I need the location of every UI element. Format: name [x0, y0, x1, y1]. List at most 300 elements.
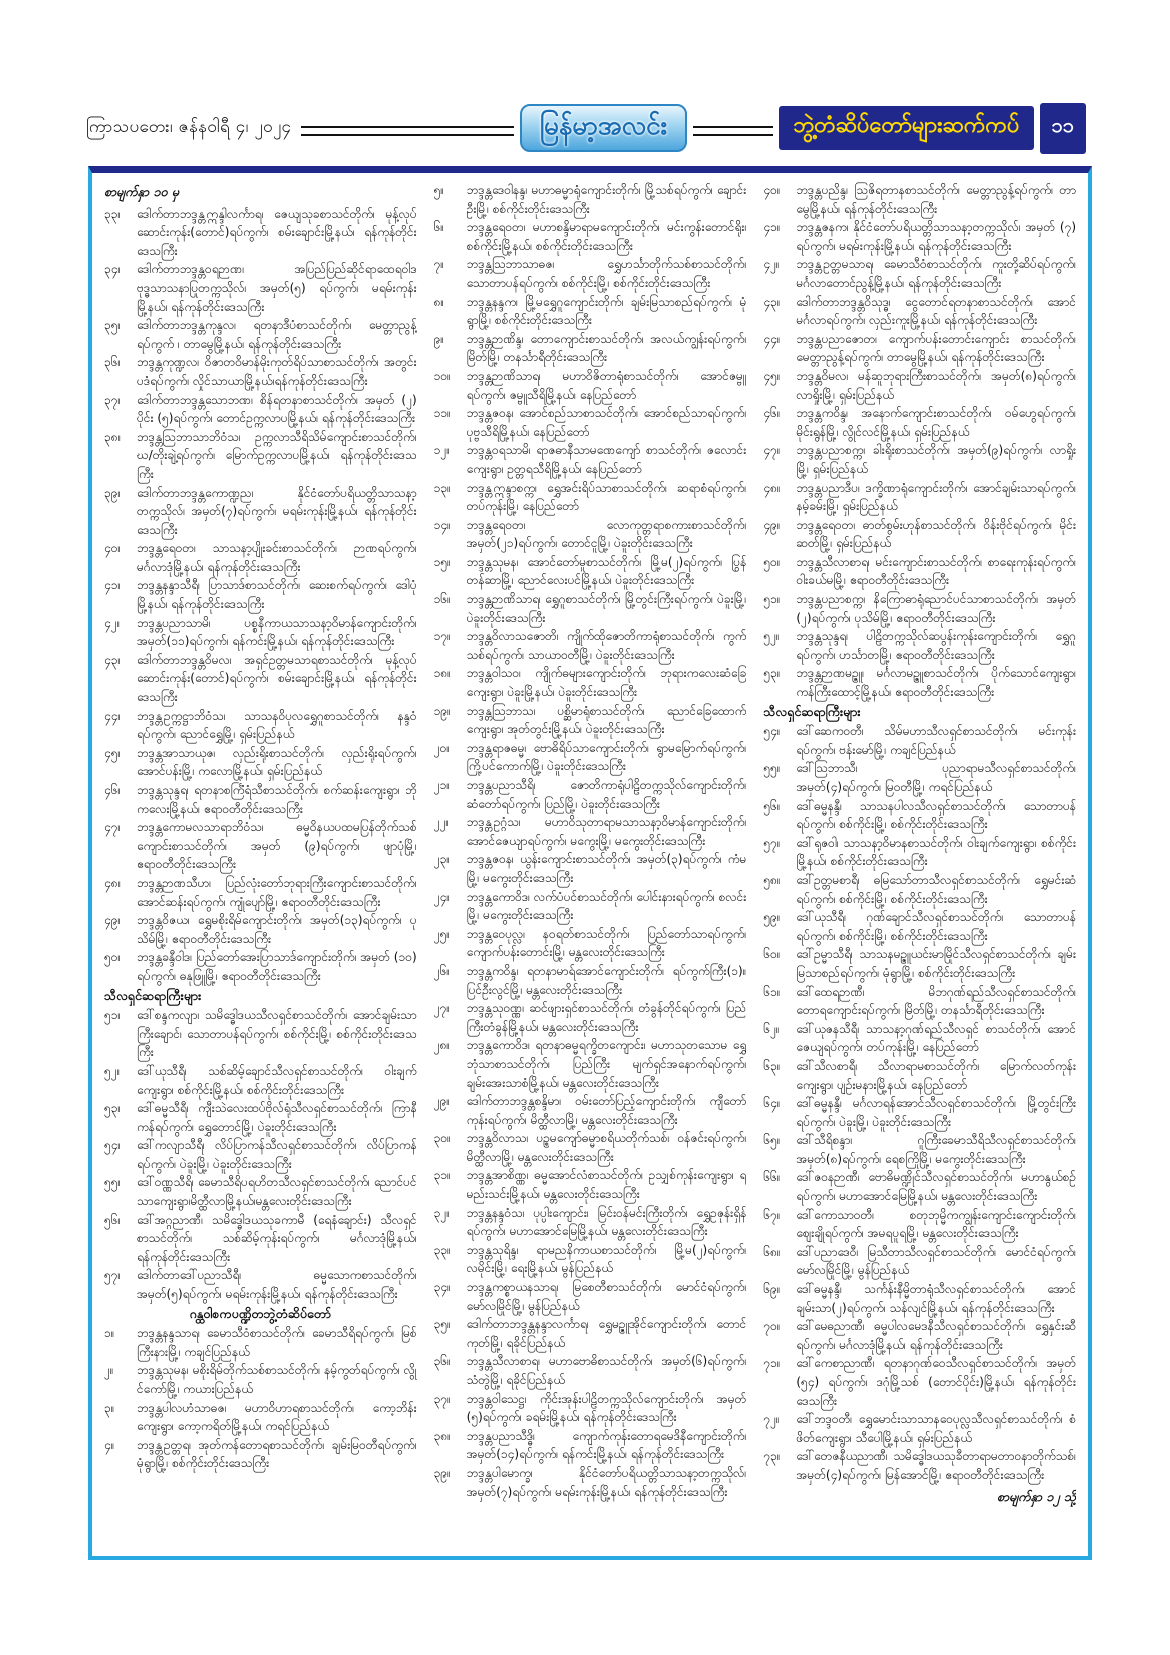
item-text: ဘဒ္ဒန္တပညာသာမိ၊ ပစ္စနီကာယသာသနာ့ဝိမာန်ကျောင်းတိုက်၊ အမှတ်(၁၁)ရပ်ကွက်၊ ရန်ကင်းမြို့နယ်၊ ရန်ကုန်တိုင်းဒေသကြီး	[137, 615, 417, 649]
item-number: ၅၁။	[763, 592, 781, 607]
item-text: ဘဒ္ဒန္တရေဝတ၊ မဟာစန္ဒိမာရာမကျောင်းတိုက်၊ မင်းကွန်းတောင်ရိုး၊ စစ်ကိုင်းမြို့နယ်၊ စစ်ကိုင်းတိုင်းဒေသကြီး	[466, 220, 747, 253]
item-text: ဘဒ္ဒန္တပညာသီဒ္ဓိ၊ ကျောက်ကုန်းတောရမေဒိနီကျောင်းတိုက်၊ အမှတ်(၁၄)ရပ်ကွက်၊ ရန်ကင်းမြို့နယ်၊ ရန်ကုန်တိုင်းဒေသကြီး	[466, 1428, 747, 1462]
header-divider-line-short	[693, 126, 773, 136]
list-item	[434, 1315, 747, 1352]
item-text: ဘဒ္ဒန္တနန္ဒဝံသ၊ ပုပ္ပါးကျောင်း၊ မြင်းဝန်မင်းကြီးတိုက်၊ ရွှေဥဇုန်းရှိန်ရပ်ကွက်၊ မဟာအောင်မြေမြို့နယ်၊ မန္တလေးတိုင်းဒေသကြီး	[466, 1205, 747, 1239]
item-text: ဘဒ္ဒန္တကုဏ္ဍလ၊ ဝိဇာတဝိမာန်မိုးကုတ်ရိပ်သာစာသင်တိုက်၊ အတွင်းပဒံရပ်ကွက်၊ လှိုင်သာယာမြို့နယ်၊ရန်ကုန်တိုင်းဒေသကြီး	[137, 355, 417, 388]
item-number: ၄၆။	[104, 783, 122, 797]
list-item	[434, 516, 747, 553]
list-item	[104, 316, 417, 353]
item-number: ၄၃။	[763, 294, 781, 309]
item-text: ဒေါ်တေဇနီယညာဏီ၊ သမိဒ္ဓေါဒယသုခီတာရာမတာဝနာတိုက်သစ်၊ အမှတ်(၄)ရပ်ကွက်၊ မြန်အောင်မြို့၊ ဧရာဝတီတိုင်းဒေသကြီး	[796, 1449, 1077, 1482]
item-text: ဘဒ္ဒန္တကောဝိဒ၊ ရတနာဓမ္မရက္ခိတကျောင်း၊ မဟာသုတသောမ ရွှေဘုံသာစာသင်တိုက်၊ ပြည်ကြီး မျက်ရှင်အနောက်ရပ်ကွက်၊ ချမ်းအေးသာစံမြို့နယ်၊ မန္တလေးတိုင်းဒေသကြီး	[466, 1038, 747, 1090]
item-text: ဘဒ္ဒန္တသုမန၊ အောင်တော်မူစာသင်တိုက်၊ မြို့မ(၂)ရပ်ကွက်၊ ပြွန်တန်ဆာမြို့၊ ညောင်လေးပင်မြို့နယ်၊ ပဲခူးတိုင်းဒေသကြီး	[466, 554, 747, 588]
item-text: ဘဒ္ဒန္တဉာဏိသာရ၊ မဟာဝိဇိတာရုံစာသင်တိုက်၊ အောင်ဇမ္ဗူရပ်ကွက်၊ ဇမ္ဗူသီရိမြို့နယ်၊ နေပြည်တော်	[466, 368, 747, 402]
item-number: ၅၄။	[104, 1138, 122, 1153]
item-number: ၄၈။	[104, 875, 122, 890]
item-text: ဒေါ်ကေစာညာဏီ၊ ရတနာဂုဏ်ဝေသီလရှင်စာသင်တိုက်၊ အမှတ် (၅၄) ရပ်ကွက်၊ ဒဂုံမြို့သစ် (တောင်ပိုင်း)မြို့နယ်၊ ရန်ကုန်တိုင်းဒေသကြီး	[796, 1356, 1077, 1408]
item-number: ၂၉။	[433, 1094, 450, 1109]
list-item	[763, 255, 1076, 292]
item-number: ၂။	[104, 1363, 114, 1378]
list-item	[104, 484, 417, 540]
item-number: ၅၀။	[763, 554, 781, 569]
item-number: ၄၂။	[104, 615, 121, 630]
item-number: ၁၇။	[433, 629, 451, 644]
item-number: ၄၉။	[763, 517, 781, 532]
list-item	[104, 260, 417, 316]
item-number: ၅၂။	[104, 1063, 121, 1078]
list-item	[763, 983, 1076, 1020]
list-item	[763, 1131, 1076, 1168]
item-text: ဘဒ္ဒန္တသီလာစာရ၊ မဟာဗောဓိစာသင်တိုက်၊ အမှတ်(၆)ရပ်ကွက်၊ သံတွဲမြို့၊ ရခိုင်ပြည်နယ်	[466, 1354, 747, 1387]
section-heading: သီလရှင်ဆရာကြီးများ	[763, 703, 861, 719]
list-item	[104, 614, 417, 651]
item-text: ဒေါ်ကလျာသီရီ၊ လိပ်ပြာကန်သီလရှင်စာသင်တိုက်၊ လိပ်ပြာကန်ရပ်ကွက်၊ ပဲခူးမြို့၊ ပဲခူးတိုင်းဒေသကြီး	[137, 1138, 417, 1171]
list-item	[104, 651, 417, 707]
item-text: ဘဒ္ဒန္တသုရိန္ဒ၊ ရာမညနိကာယစာသင်တိုက်၊ မြို့မ(၂)ရပ်ကွက်၊ လမိုင်းမြို့၊ ရေးမြို့နယ်၊ မွန်ပြည်နယ်	[466, 1242, 747, 1276]
item-number: ၆။	[433, 220, 445, 235]
item-number: ၁၃။	[433, 480, 451, 495]
item-text: ဘဒ္ဒန္တဒေဝါနန္ဒ၊ မဟာဓမ္မာရုံကျောင်းတိုက်၊ မြို့သစ်ရပ်ကွက်၊ ချောင်းဦးမြို့၊ စစ်ကိုင်းတိုင်းဒေသကြီး	[466, 183, 747, 216]
list-item	[763, 797, 1076, 834]
item-text: ဒေါက်တာဒေါ်ပညာသီရီ၊ ဓမ္မသောကစာသင်တိုက်၊ အမှတ်(၅)ရပ်ကွက်၊ မရမ်းကုန်းမြို့နယ်၊ ရန်ကုန်တိုင်းဒေသကြီး	[137, 1268, 417, 1302]
item-text: ဒေါ်ကောသာဝတီ၊ စတုဘုမ္မိကကျွန်းကျောင်းကျောင်းတိုက်၊ ဈေးချိုရပ်ကွက်၊ အမရပူရမြို့၊ မန္တလေးတိုင်းဒေသကြီး	[796, 1207, 1077, 1241]
item-number: ၁၈။	[433, 666, 451, 681]
item-number: ၅၁။	[104, 1008, 122, 1023]
list-item	[434, 1464, 747, 1501]
item-number: ၆၇။	[763, 1207, 781, 1222]
item-number: ၂၈။	[433, 1038, 451, 1053]
item-number: ၁၁။	[433, 406, 451, 421]
list-item	[434, 1390, 747, 1427]
item-number: ၄၄။	[104, 708, 122, 723]
list-item	[434, 850, 747, 887]
article-column-3	[763, 181, 1076, 1550]
item-text: ဒေါ်ရုဇဝါ၊ သာသနာ့ဝိမာနစာသင်တိုက်၊ ဝါးချက်ကျေးရွာ၊ စစ်ကိုင်းမြို့နယ်၊ စစ်ကိုင်းတိုင်းဒေသကြီး	[796, 835, 1077, 869]
item-number: ၄၉။	[104, 913, 122, 928]
list-item	[104, 1266, 417, 1303]
item-text: ဘဒ္ဒန္တဉာဏသီဟ၊ ပြည်လုံးတော်ဘုရားကြီးကျောင်းစာသင်တိုက်၊ အောင်ဆန်းရပ်ကွက်၊ ကျုံပျော်မြို့၊ ဧရာဝတီတိုင်းဒေသကြီး	[137, 875, 417, 909]
item-number: ၄၅။	[763, 368, 781, 383]
list-item	[434, 1204, 747, 1241]
list-item	[763, 1057, 1076, 1094]
list-item	[763, 367, 1076, 404]
item-text: ဘဒ္ဒန္တဝါသေဋ္ဌ၊ ကိုင်းအုန်းပါဠိတက္ကသိုလ်ကျောင်းတိုက်၊ အမှတ် (၅)ရပ်ကွက်၊ ခရမ်းမြို့နယ်၊ ရန်ကုန်တိုင်းဒေသကြီး	[466, 1391, 747, 1425]
item-number: ၃၆။	[433, 1354, 451, 1369]
item-text: ဘဒ္ဒန္တဩဘာသာဘိဝံသ၊ ဥက္ကလာသီရိသိမ်ကျောင်းစာသင်တိုက်၊ ဃ/တိုးချဲ့ရပ်ကွက်၊ မြောက်ဥက္ကလာပမြို့နယ်၊ ရန်ကုန်တိုင်းဒေသကြီး	[137, 429, 417, 481]
item-number: ၃၇။	[433, 1391, 451, 1406]
item-text: ဘဒ္ဒန္တနန္ဒသာရ၊ ခေမာသီဝံစာသင်တိုက်၊ ခေမာသီရိရပ်ကွက်၊ မြစ်ကြီးနားမြို့၊ ကချင်ပြည်နယ်	[137, 1326, 417, 1359]
item-text: ဒေါ်ဇဝနဉာဏီ၊ ဗောဓိမဏ္ဍိုင်သီလရှင်စာသင်တိုက်၊ မဟာနွယ်စဉ်ရပ်ကွက်၊ မဟာအောင်မြေမြို့နယ်၊ မန္တလေးတိုင်းဒေသကြီး	[796, 1170, 1077, 1204]
item-number: ၆၉။	[763, 1282, 781, 1297]
list-item	[434, 590, 747, 627]
list-item	[104, 428, 417, 484]
item-number: ၉။	[433, 331, 445, 346]
list-item	[763, 1354, 1076, 1410]
item-text: ဒေါ်ဥမ္မာသီရီ၊ သာသနမဥ္ဇူယင်းမာမြိုင်သီလရှင်စာသင်တိုက်၊ ချမ်းမြသာစည်ရပ်ကွက်၊ မုံရွာမြို့၊ စစ်ကိုင်းတိုင်းဒေသကြီး	[796, 947, 1077, 980]
item-text: ဘဒ္ဒန္တဝိလာသဇောတိ၊ ကျိုက်ထိုဇောတိကာရုံစာသင်တိုက်၊ ကွက်သစ်ရပ်ကွက်၊ သာယာဝတီမြို့၊ ပဲခူးတိုင်းဒေသကြီး	[466, 629, 747, 662]
list-item	[104, 539, 417, 576]
item-number: ၅၅။	[104, 1175, 122, 1190]
item-text: ဘဒ္ဒန္တပညာဇောတ၊ ကျောက်ပန်းတောင်းကျောင်း စာသင်တိုက်၊ မေတ္တာညွန့်ရပ်ကွက်၊ တာမွေမြို့နယ်၊ ရန်ကုန်တိုင်းဒေသကြီး	[796, 331, 1077, 365]
item-number: ၄။	[104, 1437, 115, 1452]
item-number: ၆၁။	[763, 984, 781, 999]
list-item	[434, 441, 747, 478]
list-item	[104, 1324, 417, 1361]
item-number: ၄၅။	[104, 745, 122, 760]
item-text: ဘဒ္ဒန္တဝိဇယ၊ ရွှေမစိုးရိမ်ကျောင်းတိုက်၊ အမှတ်(၁၃)ရပ်ကွက်၊ ပုသိမ်မြို့၊ ဧရာဝတီတိုင်းဒေသကြီး	[137, 913, 417, 946]
date-text: ကြာသပတေး၊ ဇန်နဝါရီ ၄၊ ၂၀၂၄	[86, 116, 292, 137]
list-item	[763, 1094, 1076, 1131]
item-number: ၄၇။	[763, 443, 781, 458]
section-headline: ဘွဲ့တံဆိပ်တော်များဆက်ကပ်	[779, 106, 1033, 149]
list-item	[104, 1361, 417, 1398]
item-number: ၂၄။	[433, 889, 450, 904]
item-number: ၅၅။	[763, 761, 781, 776]
list-item	[763, 1206, 1076, 1243]
list-item	[763, 1317, 1076, 1354]
item-text: ဘဒ္ဒန္တကောဝိဒ၊ လက်ပံပင်စာသင်တိုက်၊ ပေါင်းနားရပ်ကွက်၊ စလင်းမြို့၊ မကွေးတိုင်းဒေသကြီး	[466, 889, 747, 923]
item-text: ဘဒ္ဒန္တရေဝတ၊ သာသနာ့ပျိုးခင်းစာသင်တိုက်၊ ဉာဏရပ်ကွက်၊ မင်္ဂလာဒုံမြို့နယ်၊ ရန်ကုန်တိုင်းဒေသကြီး	[137, 541, 417, 574]
item-text: ဒေါ်စန္ဒကလျာ၊ သမိဒ္ဓေါဒယသီလရှင်စာသင်တိုက်၊ အောင်ချမ်းသာကြီးချောင်၊ သောတာပန်ရပ်ကွက်၊ စစ်ကိုင်းမြို့၊ စစ်ကိုင်းတိုင်းဒေသကြီး	[137, 1008, 417, 1060]
item-text: ဒေါက်တာဘဒ္ဒန္တဝရဉာဏ၊ အပြည်ပြည်ဆိုင်ရာထေရဝါဒဗုဒ္ဓသာသနာပြုတက္ကသိုလ်၊ အမှတ်(၅) ရပ်ကွက်၊ မရမ်းကုန်းမြို့နယ်၊ ရန်ကုန်တိုင်းဒေသကြီး	[137, 262, 417, 314]
list-item	[104, 1436, 417, 1473]
item-number: ၅၇။	[104, 1268, 122, 1283]
list-item	[763, 908, 1076, 945]
item-number: ၅၃။	[763, 666, 781, 681]
item-text: ဘဒ္ဒန္တပညာစက္က၊ ခါးရိုးစာသင်တိုက်၊ အမှတ်(၉)ရပ်ကွက်၊ လာရှိုးမြို့၊ ရှမ်းပြည်နယ်	[796, 443, 1077, 476]
item-text: ဒေါ်သီရိစန္ဒာ၊ ဂူကြီးခေမာသီရိသီလရှင်စာသင်တိုက်၊ အမှတ်(၈)ရပ်ကွက်၊ ရေစကြိုမြို့၊ မကွေးတိုင်းဒေသကြီး	[796, 1133, 1077, 1166]
page-header	[86, 102, 1086, 154]
item-text: ဘဒ္ဒန္တသီလာစာရ၊ မင်းကျောင်းစာသင်တိုက်၊ စာရေးကုန်းရပ်ကွက်၊ ဝါးခယ်မမြို့၊ ဧရာဝတီတိုင်းဒေသကြီး	[796, 554, 1077, 588]
item-number: ၄၆။	[763, 406, 781, 421]
item-number: ၃၅။	[433, 1317, 451, 1332]
item-number: ၄၄။	[763, 331, 781, 346]
list-item	[763, 627, 1076, 664]
list-item	[104, 948, 417, 985]
list-item	[434, 702, 747, 739]
list-item	[104, 391, 417, 428]
list-item	[763, 1447, 1076, 1484]
list-item	[434, 813, 747, 850]
item-text: ဘဒ္ဒန္တနန္ဒက၊ မြို့မရွှေဂူကျောင်းတိုက်၊ ချမ်းမြသာစည်ရပ်ကွက်၊ မုံရွာမြို့၊ စစ်ကိုင်းတိုင်းဒေသကြီး	[466, 294, 747, 328]
item-number: ၅၃။	[104, 1101, 122, 1116]
item-text: ဒေါ်ဩဘာသီ၊ ပုညာရာမသီလရှင်စာသင်တိုက်၊ အမှတ်(၄)ရပ်ကွက်၊ မြဝတီမြို့၊ ကရင်ပြည်နယ်	[796, 761, 1077, 794]
list-item	[104, 205, 417, 261]
item-number: ၁၅။	[433, 554, 451, 569]
list-item	[763, 1243, 1076, 1280]
item-text: ဒေါက်တာဘဒ္ဒန္တသောဘဏ၊ စိန်ရတနာစာသင်တိုက်၊ အမှတ် (၂) ပိုင်း (၅)ရပ်ကွက်၊ တောင်ဥက္ကလာပမြို့နယ်၊ ရန်ကုန်တိုင်းဒေသကြီး	[137, 392, 417, 426]
list-item	[763, 441, 1076, 478]
item-number: ၅၂။	[763, 629, 780, 644]
list-item	[434, 999, 747, 1036]
list-item	[434, 367, 747, 404]
item-number: ၁၄။	[433, 517, 451, 532]
item-number: ၆၈။	[763, 1244, 781, 1259]
item-text: ဒေါ်ယုသီရီ၊ ဂုဏ်ချောင်သီလရှင်စာသင်တိုက်၊ သောတာပန်ရပ်ကွက်၊ စစ်ကိုင်းမြို့၊ စစ်ကိုင်းတိုင်းဒေသကြီး	[796, 910, 1077, 943]
item-text: ဘဒ္ဒန္တသုန္ဒရ၊ ရတနာစင်္ကြံရံသီစာသင်တိုက်၊ စက်ဆန်းကျေးရွာ၊ ဘိုကလေးမြို့နယ်၊ ဧရာဝတီတိုင်းဒေသကြီး	[137, 783, 417, 816]
list-item	[104, 911, 417, 948]
item-number: ၅၄။	[763, 724, 781, 739]
list-item	[763, 590, 1076, 627]
section-heading: ဂန္ထဝါစကပဏ္ဍိတဘွဲ့တံဆိပ်တော်	[189, 1305, 332, 1321]
item-text: ဘဒ္ဒန္တပညိန္ဒ၊ ဩဇိရတာနစာသင်တိုက်၊ မေတ္တာညွန့်ရပ်ကွက်၊ တာမွေမြို့နယ်၊ ရန်ကုန်တိုင်းဒေသကြီး	[796, 183, 1077, 216]
list-item	[434, 293, 747, 330]
item-number: ၅၆။	[104, 1212, 122, 1227]
list-item	[763, 945, 1076, 982]
list-item	[434, 739, 747, 776]
item-text: ဒေါ်ဓမ္မနန္ဒီ၊ သင်္ကန်းနီမ္မိတာရုံသီလရှင်စာသင်တိုက်၊ အောင်ချမ်းသာ(၂)ရပ်ကွက်၊ သန်လျင်မြို့နယ်၊ ရန်ကုန်တိုင်းဒေသကြီး	[796, 1282, 1077, 1315]
item-text: ဒေါက်တာဘဒ္ဒန္တနန္ဒာလင်္ကာရ၊ ရွှေမဥ္ဇူအိုင်ကျောင်းတိုက်၊ တောင်ကုတ်မြို့၊ ရခိုင်ပြည်နယ်	[466, 1317, 747, 1350]
item-number: ၅၆။	[763, 798, 781, 813]
item-text: ဘဒ္ဒန္တဣန္ဒာစက္က၊ ရွှေအင်းရိပ်သာစာသင်တိုက်၊ ဆရာစံရပ်ကွက်၊ တပ်ကုန်းမြို့၊ နေပြည်တော်	[466, 480, 747, 514]
list-item	[434, 1278, 747, 1315]
item-number: ၆၆။	[763, 1170, 781, 1185]
item-text: ဒေါက်တာဘဒ္ဒန္တဝိမလ၊ အရှင်ဥတ္တမသာရစာသင်တိုက်၊ မုန့်လုပ်ဆောင်းကုန်း(တောင်)ရပ်ကွက်၊ စမ်းချောင်းမြို့နယ်၊ ရန်ကုန်တိုင်းဒေသကြီး	[137, 652, 417, 705]
item-text: ဘဒ္ဒန္တဥက္ကဋ္ဌာဘိဝံသ၊ သာသနဝိပုလရွှေဂူစာသင်တိုက်၊ နန္ဒဝံရပ်ကွက်၊ ညောင်ရွှေမြို့၊ ရှမ်းပြည်နယ်	[137, 708, 417, 742]
item-text: ဘဒ္ဒန္တဥတ္တရ၊ အုတ်ကန်တောရစာသင်တိုက်၊ ချမ်းမြဝတီရပ်ကွက်၊ မုံရွာမြို့၊ စစ်ကိုင်းတိုင်းဒေသကြီး	[137, 1437, 417, 1471]
item-number: ၆၀။	[763, 947, 781, 962]
item-text: ဒေါ်ဝဏ္ဏသီရိ၊ ခေမာသီရိပရဟိတသီလရှင်စာသင်တိုက်၊ ညောင်ပင်သာကျေးရွာ၊မိတ္ထီလာမြို့နယ်၊မန္တလေးတိုင်းဒေသကြီး	[137, 1175, 417, 1209]
item-text: ဘဒ္ဒန္တကဝိန္ဒ၊ အနောက်ကျောင်းစာသင်တိုက်၊ ဝမ်ဟွေရပ်ကွက်၊ မိုင်းရွန်မြို့၊ လွိုင်လင်မြို့နယ်၊ ရှမ်းပြည်နယ်	[796, 406, 1077, 439]
item-text: ဘဒ္ဒန္တသုဝဏ္ဏ၊ ဆင်ဖျားရှင်စာသင်တိုက်၊ တံခွန်တိုင်ရပ်ကွက်၊ ပြည်ကြီးတံခွန်မြို့နယ်၊ မန္တလေးတိုင်းဒေသကြီး	[466, 1001, 747, 1034]
list-item	[104, 1399, 417, 1436]
item-number: ၄၁။	[763, 220, 781, 235]
item-number: ၅၉။	[763, 910, 781, 925]
list-item	[104, 818, 417, 874]
item-text: ဘဒ္ဒန္တဝေပုလ္လ၊ နဝရတ်စာသင်တိုက်၊ ပြည်တော်သာရပ်ကွက်၊ ကျောက်ပန်းတောင်းမြို့၊ မန္တလေးတိုင်းဒေသကြီး	[466, 926, 747, 960]
item-text: ဘဒ္ဒန္တဥတ္တမသာရ၊ ခေမာသီဝံစာသင်တိုက်၊ ကူးတို့ဆိပ်ရပ်ကွက်၊ မင်္ဂလာတောင်ညွန့်မြို့နယ်၊ ရန်ကုန်တိုင်းဒေသကြီး	[796, 257, 1077, 290]
item-number: ၂၆။	[433, 963, 450, 978]
item-number: ၃၅။	[104, 318, 122, 333]
list-item	[104, 1173, 417, 1210]
item-number: ၁၆။	[433, 592, 451, 607]
list-item	[434, 1427, 747, 1464]
section-heading: သီလရှင်ဆရာကြီးများ	[104, 987, 202, 1003]
item-number: ၃။	[104, 1400, 115, 1415]
item-text: ဘဒ္ဒန္တအာသာယုဇ၊ လှည်းရိုးစာသင်တိုက်၊ လှည်းရိုးရပ်ကွက်၊ အောင်ပန်းမြို့၊ ကလောမြို့နယ်၊ ရှမ်းပြည်နယ်	[137, 745, 417, 779]
list-item	[434, 404, 747, 441]
item-text: ဒေါက်တာဘဒ္ဒန္တဝိသုဒ္ဓ၊ ငွေတောင်ရတနာစာသင်တိုက်၊ အောင်မင်္ဂလာရပ်ကွက်၊ လှည်းကူးမြို့နယ်၊ ရန်ကုန်တိုင်းဒေသကြီး	[796, 294, 1077, 328]
item-number: ၄၇။	[104, 820, 122, 835]
list-item	[104, 1099, 417, 1136]
item-text: ဒေါ်ဥတ္တမစာရီ၊ ဓမြသော်တာသီလရှင်စာသင်တိုက်၊ ရွှေမင်းဆံရပ်ကွက်၊ စစ်ကိုင်းမြို့၊ စစ်ကိုင်းတိုင်းဒေသကြီး	[796, 872, 1077, 906]
list-item	[763, 1020, 1076, 1057]
item-text: ဘဒ္ဒန္တရာဇဓမ္မ၊ ဗောဓိရိပ်သာကျောင်းတိုက်၊ ရွာမမြောက်ရပ်ကွက်၊ ကြို့ပင်ကောက်မြို့၊ ပဲခူးတိုင်းဒေသကြီး	[466, 740, 747, 774]
list-item	[763, 330, 1076, 367]
item-number: ၂၂။	[433, 815, 450, 830]
list-item	[434, 1166, 747, 1203]
list-item	[763, 553, 1076, 590]
list-item	[763, 218, 1076, 255]
list-item	[434, 479, 747, 516]
item-number: ၂၃။	[433, 852, 450, 867]
list-item	[434, 255, 747, 292]
item-text: ဘဒ္ဒန္တဇနက၊ နိုင်ငံတော်ပရိယတ္တိသာသနာ့တက္ကသိုလ်၊ အမှတ် (၇) ရပ်ကွက်၊ မရမ်းကုန်းမြို့နယ်၊ ရန်ကုန်တိုင်းဒေသကြီး	[796, 220, 1077, 253]
list-item	[434, 181, 747, 218]
item-number: ၃၈။	[433, 1428, 451, 1443]
item-text: ဒေါ်ဆေကဝတီ၊ သိမ်မဟာသီလရှင်စာသင်တိုက်၊ မင်းကုန်းရပ်ကွက်၊ ဗန်းမော်မြို့၊ ကချင်ပြည်နယ်	[796, 724, 1077, 757]
article-column-1	[104, 181, 417, 1550]
item-number: ၇၃။	[763, 1449, 781, 1464]
list-item	[763, 834, 1076, 871]
list-item	[434, 962, 747, 999]
list-item	[763, 479, 1076, 516]
list-item	[763, 759, 1076, 796]
list-item	[104, 1136, 417, 1173]
item-text: ဘဒ္ဒန္တကဝိန္ဒ၊ ရတနာမာရ်အောင်ကျောင်းတိုက်၊ ရပ်ကွက်ကြီး(၁)။ ပြင်ဦးလွင်မြို့၊ မန္တလေးတိုင်းဒေသကြီး	[466, 963, 747, 997]
list-item	[763, 1168, 1076, 1205]
item-number: ၁၉။	[433, 703, 451, 718]
item-number: ၄၀။	[763, 183, 781, 197]
item-number: ၂၇။	[433, 1001, 450, 1016]
list-item	[434, 330, 747, 367]
item-text: ဘဒ္ဒန္တရေဝတ၊ ဓာတ်စွမ်းဟုန်စာသင်တိုက်၊ ဝိန်းဗိုင်ရပ်ကွက်၊ မိုင်းဆတ်မြို့၊ ရှမ်းပြည်နယ်	[796, 517, 1077, 551]
list-item	[104, 353, 417, 390]
list-item	[104, 707, 417, 744]
item-number: ၃၉။	[433, 1465, 451, 1480]
item-text: ဘဒ္ဒန္တပါမောက္ခ၊ နိုင်ငံတော်ပရိယတ္တိသာသနာ့တက္ကသိုလ်၊ အမှတ်(၇)ရပ်ကွက်၊ မရမ်းကုန်းမြို့နယ်၊ ရန်ကုန်တိုင်းဒေသကြီး	[466, 1465, 747, 1499]
continued-from-note: စာမျက်နှာ ၁၀ မှ	[104, 184, 180, 199]
item-text: ဘဒ္ဒန္တပညာဒီပ၊ ဒက္ခိဏာရုံကျောင်းတိုက်၊ အောင်ချမ်းသာရပ်ကွက်၊ နမ့်ခမ်းမြို့၊ ရှမ်းပြည်နယ်	[796, 480, 1077, 514]
list-item	[434, 664, 747, 701]
list-item	[763, 722, 1076, 759]
item-text: ဘဒ္ဒန္တပါလဟံသာဓဇ၊ မဟာဝိဟာရစာသင်တိုက်၊ ကော့ဘိန်းကျေးရွာ၊ ကော့ကရိတ်မြို့နယ်၊ ကရင်ပြည်နယ်	[137, 1400, 417, 1434]
item-number: ၃၆။	[104, 355, 122, 370]
item-text: ဘဒ္ဒန္တဉာဏိန္ဒ၊ တောကျောင်းစာသင်တိုက်၊ အလယ်ကျွန်းရပ်ကွက်၊ မြိတ်မြို့၊ တနင်္သာရီတိုင်းဒေသကြီး	[466, 331, 747, 365]
item-number: ၆၄။	[763, 1096, 781, 1111]
item-text: ဘဒ္ဒန္တဇဝန၊ ယွန်းကျောင်းစာသင်တိုက်၊ အမှတ်(၃)ရပ်ကွက်၊ ကံမမြို့၊ မကွေးတိုင်းဒေသကြီး	[466, 852, 747, 885]
list-item	[104, 1062, 417, 1099]
list-item	[434, 1129, 747, 1166]
item-number: ၄၀။	[104, 541, 122, 556]
item-text: ဒေါက်တာဘဒ္ဒန္တကုန္ဒလ၊ ရတနာဒီပံစာသင်တိုက်၊ မေတ္တာညွန့်ရပ်ကွက် ၊ တာမွေမြို့နယ်၊ ရန်ကုန်တိုင်းဒေသကြီး	[137, 318, 417, 351]
list-item	[763, 664, 1076, 701]
item-text: ဒေါက်တာဘဒ္ဒန္တဣန္ဒါလင်္ကာရ၊ ဇေယျသုခစာသင်တိုက်၊ မုန့်လုပ်ဆောင်းကုန်း(တောင်)ရပ်ကွက်၊ စမ်းချောင်းမြို့နယ်၊ ရန်ကုန်တိုင်းဒေသကြီး	[137, 206, 417, 258]
item-text: ဘဒ္ဒန္တသုန္ဒရ၊ ပါဠိတက္ကသိုလ်ဆပွန်းကုန်းကျောင်းတိုက်၊ ရွှေဂူရပ်ကွက်၊ ဟင်္သာတမြို့၊ ဧရာဝတီတိုင်းဒေသကြီး	[796, 629, 1077, 662]
list-item	[763, 516, 1076, 553]
list-item	[434, 776, 747, 813]
item-text: ဒေါ်ဓမ္မသီရီ၊ ကျီးသဲလေးထပ်ဗိုလ်ရုံသီလရှင်စာသင်တိုက်၊ ကြာနီကန်ရပ်ကွက်၊ ရွှေတောင်မြို့၊ ပဲခူးတိုင်းဒေသကြီး	[137, 1101, 417, 1134]
item-number: ၄၃။	[104, 652, 122, 667]
item-text: ဘဒ္ဒန္တဝိမလ၊ မန်ဆူဘုရားကြီးစာသင်တိုက်၊ အမှတ်(၈)ရပ်ကွက်၊ လာရှိုးမြို့၊ ရှမ်းပြည်နယ်	[796, 368, 1077, 402]
list-item	[434, 627, 747, 664]
item-text: ဘဒ္ဒန္တဥဂ္ဂံသ၊ မဟာဝိသုတာရာမသာသနာ့ဝိမာန်ကျောင်းတိုက်၊ အောင်ဇေယျာရပ်ကွက်၊ မကွေးမြို့၊ မကွေးတိုင်းဒေသကြီး	[466, 815, 747, 848]
item-text: ဒေါ်ဘဒ္ဒဝတီ၊ ရွှေမောင်းသာသာနဝေပုလ္လသီလရှင်စာသင်တိုက်၊ စံဖိတ်ကျေးရွာ၊ သီပေါမြို့နယ်၊ ရှမ်းပြည်နယ်	[796, 1412, 1077, 1445]
item-number: ၅၀။	[104, 950, 122, 965]
continued-to-note: စာမျက်နှာ ၁၂ သို့	[996, 1488, 1077, 1504]
item-number: ၅၇။	[763, 835, 781, 850]
list-item	[434, 1036, 747, 1092]
item-text: ဒေါ်ဓမ္မနန္ဒီ၊ သာသနပါလသီလရှင်စာသင်တိုက်၊ သောတာပန်ရပ်ကွက်၊ စစ်ကိုင်းမြို့၊ စစ်ကိုင်းတိုင်းဒေသကြီး	[796, 798, 1077, 832]
item-number: ၅၈။	[763, 872, 781, 887]
item-text: ဘဒ္ဒန္တကောမလသာရာဘိဝံသ၊ ဓမ္မဝိနယပထမပြန်တိုက်သစ်ကျောင်းစာသင်တိုက်၊ အမှတ် (၉)ရပ်ကွက်၊ ဖျာပုံမြို့၊ ဧရာဝတီတိုင်းဒေသကြီး	[137, 820, 417, 872]
item-number: ၃၂။	[433, 1205, 450, 1220]
item-number: ၇၁။	[763, 1356, 781, 1371]
item-number: ၃၉။	[104, 485, 122, 500]
list-item	[104, 1211, 417, 1267]
item-number: ၄၂။	[763, 257, 780, 272]
item-text: ဘဒ္ဒန္တသုမန၊ မစိုးရိမ်တိုက်သစ်စာသင်တိုက်၊ နမ့်ကွတ်ရပ်ကွက်၊ လွိုင်ကော်မြို့၊ ကယားပြည်နယ်	[137, 1363, 417, 1396]
list-item	[104, 576, 417, 613]
list-item	[104, 1006, 417, 1062]
item-text: ဒေါ်သီလစာရီ၊ သီလာရာမစာသင်တိုက်၊ မြောက်လတ်ကုန်းကျေးရွာ၊ ပျဉ်းမနားမြို့နယ်၊ နေပြည်တော်	[796, 1058, 1077, 1092]
header-divider-line	[301, 126, 513, 136]
item-text: ဒေါ်ယုသီရီ၊ သစ်ဆိမ့်ချောင်သီလရှင်စာသင်တိုက်၊ ဝါးချက်ကျေးရွာ၊ စစ်ကိုင်းမြို့နယ်၊ စစ်ကိုင်းတိုင်းဒေသကြီး	[137, 1063, 417, 1097]
item-number: ၁၂။	[433, 443, 450, 458]
item-text: ဘဒ္ဒန္တဝိလာသ၊ ပဉ္စမကျော်ဓမ္မာစရိယတိုက်သစ်၊ ဝန်ဇင်းရပ်ကွက်၊ မိတ္ထီလာမြို့၊ မန္တလေးတိုင်းဒေသကြီး	[466, 1131, 747, 1164]
list-item	[434, 888, 747, 925]
item-number: ၄၈။	[763, 480, 781, 495]
article-frame	[88, 166, 1092, 1560]
item-text: ဒေါ်ဓမ္မနန္ဒီ၊ မင်္ဂလာရန်အောင်သီလရှင်စာသင်တိုက်၊ မြို့တွင်းကြီးရပ်ကွက်၊ ပဲခူးမြို့၊ ပဲခူးတိုင်းဒေသကြီး	[796, 1096, 1077, 1129]
item-text: ဘဒ္ဒန္တဩဘာသ၊ ပစ္ဆိမာရုံစာသင်တိုက်၊ ညောင်ခြေထောက်ကျေးရွာ၊ အုတ်တွင်းမြို့နယ်၊ ပဲခူးတိုင်းဒေသကြီး	[466, 703, 747, 737]
list-item	[434, 925, 747, 962]
item-text: ဒေါ်ယုဇနသီရီ၊ သာသနာ့ဂုဏ်ရည်သီလရှင် စာသင်တိုက်၊ အောင်ဇေယျရပ်ကွက်၊ တပ်ကုန်းမြို့၊ နေပြည်တော်	[796, 1021, 1077, 1055]
item-text: ဘဒ္ဒန္တခန္ဒီဝါဒ၊ ပြည်တော်အေးပြာသာဒ်ကျောင်းတိုက်၊ အမှတ် (၁၀) ရပ်ကွက်၊ ဓနုဖြူမြို့၊ ဧရာဝတီတိုင်းဒေသကြီး	[137, 950, 417, 983]
item-text: ဘဒ္ဒန္တအာစိဏ္ဏ၊ ဓမ္မအောင်လံစာသင်တိုက်၊ ဥသျှစ်ကုန်းကျေးရွာ၊ ရမည်းသင်းမြို့နယ်၊ မန္တလေးတိုင်းဒေသကြီး	[466, 1168, 747, 1202]
item-number: ၇၂။	[763, 1412, 780, 1427]
list-item	[104, 781, 417, 818]
item-text: ဘဒ္ဒန္တဉာဏိသာရ၊ ရွှေဂူစာသင်တိုက်၊ မြို့တွင်းကြီးရပ်ကွက်၊ ပဲခူးမြို့၊ ပဲခူးတိုင်းဒေသကြီး	[466, 592, 747, 625]
list-item	[763, 404, 1076, 441]
list-item	[763, 293, 1076, 330]
list-item	[434, 1352, 747, 1389]
item-number: ၁၀။	[433, 368, 451, 383]
item-number: ၃၇။	[104, 392, 122, 407]
item-number: ၃၃။	[104, 206, 122, 221]
item-text: ဘဒ္ဒန္တဇဝန၊ အောင်စည်သာစာသင်တိုက်၊ အောင်စည်သာရပ်ကွက်၊ ပုဗ္ဗသီရိမြို့နယ်၊ နေပြည်တော်	[466, 406, 747, 439]
page-number-badge: ၁၁	[1040, 103, 1087, 154]
item-number: ၇။	[433, 257, 445, 272]
item-number: ၃၄။	[433, 1280, 451, 1295]
list-item	[434, 553, 747, 590]
item-text: ဒေါ်မေဓညာဏီ၊ ဓမ္မပါလမေဒနီသီလရှင်စာသင်တိုက်၊ ရွှေနှင်းဆီရပ်ကွက်၊ မင်္ဂလာဒုံမြို့နယ်၊ ရန်ကုန်တိုင်းဒေသကြီး	[796, 1319, 1077, 1352]
item-text: ဒေါက်တာဘဒ္ဒန္တစန္ဒိမာ၊ ဝမ်းတော်ပြည့်ကျောင်းတိုက်၊ ကျီတော်ကုန်းရပ်ကွက်၊ မိတ္ထီလာမြို့၊ မန္တလေးတိုင်းဒေသကြီး	[466, 1094, 747, 1127]
list-item	[763, 871, 1076, 908]
list-item	[434, 218, 747, 255]
item-number: ၃၀။	[433, 1131, 451, 1146]
list-item	[434, 1092, 747, 1129]
item-text: ဘဒ္ဒန္တဩဘာသာဓဇ၊ ရွှေဟင်္သာတိုက်သစ်စာသင်တိုက်၊ သောတာပန်ရပ်ကွက်၊ စစ်ကိုင်းမြို့၊ စစ်ကိုင်းတိုင်းဒေသကြီး	[466, 257, 747, 290]
item-number: ၁။	[104, 1326, 115, 1341]
list-item	[434, 1241, 747, 1278]
item-number: ၃၄။	[104, 262, 122, 277]
item-text: ဘဒ္ဒန္တဝရသာမိ၊ ရာဇဓာနီသာမဏေကျော် စာသင်တိုက်၊ ဇလောင်းကျေးရွာ၊ ဥတ္တရသီရိမြို့နယ်၊ နေပြည်တော်	[466, 443, 747, 476]
item-number: ၈။	[433, 294, 445, 309]
item-text: ဘဒ္ဒန္တရေဝတ၊ လောကုတ္တရာစကားစာသင်တိုက်၊ အမှတ်(၂၁)ရပ်ကွက်၊ တောင်ငူမြို့၊ ပဲခူးတိုင်းဒေသကြီး	[466, 517, 747, 551]
list-item	[763, 1280, 1076, 1317]
item-number: ၂၀။	[433, 740, 450, 755]
list-item	[104, 744, 417, 781]
item-number: ၅။	[433, 183, 445, 197]
list-item	[763, 1410, 1076, 1447]
list-item	[104, 874, 417, 911]
item-number: ၇၀။	[763, 1319, 781, 1334]
item-number: ၃၈။	[104, 429, 122, 444]
item-text: ဒေါ်ထေရဉာဏီ၊ မိဘဂုဏ်ရည်သီလရှင်စာသင်တိုက်၊ တောရကျောင်းရပ်ကွက်၊ မြိတ်မြို့၊ တနင်္သာရီတိုင်းဒေသကြီး	[796, 984, 1077, 1018]
item-number: ၃၃။	[433, 1242, 451, 1257]
item-text: ဘဒ္ဒန္တဝါသဝ၊ ကျိုက်ဓများကျောင်းတိုက်၊ ဘုရားကလေးဆံခြေကျေးရွာ၊ ပဲခူးမြို့နယ်၊ ပဲခူးတိုင်းဒေသကြီး	[466, 666, 747, 700]
item-number: ၃၁။	[433, 1168, 451, 1183]
item-text: ဒေါ်ပညာဒေဝီ၊ မြသီတာသီလရှင်စာသင်တိုက်၊ မောင်ငံရပ်ကွက်၊ မော်လမြိုင်မြို့၊ မွန်ပြည်နယ်	[796, 1244, 1077, 1278]
item-number: ၄၁။	[104, 578, 122, 593]
item-text: ဘဒ္ဒန္တပညာစက္က၊ နိကြောဓာရုံညောင်ပင်သာစာသင်တိုက်၊ အမှတ် (၂)ရပ်ကွက်၊ ပုသိမ်မြို့၊ ဧရာဝတီတိုင်းဒေသကြီး	[796, 592, 1077, 625]
item-text: ဘဒ္ဒန္တပညာသီရိ၊ ဇောတိကာရုံပါဠိတက္ကသိုလ်ကျောင်းတိုက်၊ ဆံတော်ရပ်ကွက်၊ ပြည်မြို့၊ ပဲခူးတိုင်းဒေသကြီး	[466, 778, 747, 811]
item-number: ၆၂။	[763, 1021, 780, 1036]
item-text: ဘဒ္ဒန္တနန္ဒာသီရီ၊ ပြာသာဒ်စာသင်တိုက်၊ ဆေးစက်ရပ်ကွက်၊ ဒေါပုံမြို့နယ်၊ ရန်ကုန်တိုင်းဒေသကြီး	[137, 578, 417, 612]
item-number: ၂၅။	[433, 926, 450, 941]
